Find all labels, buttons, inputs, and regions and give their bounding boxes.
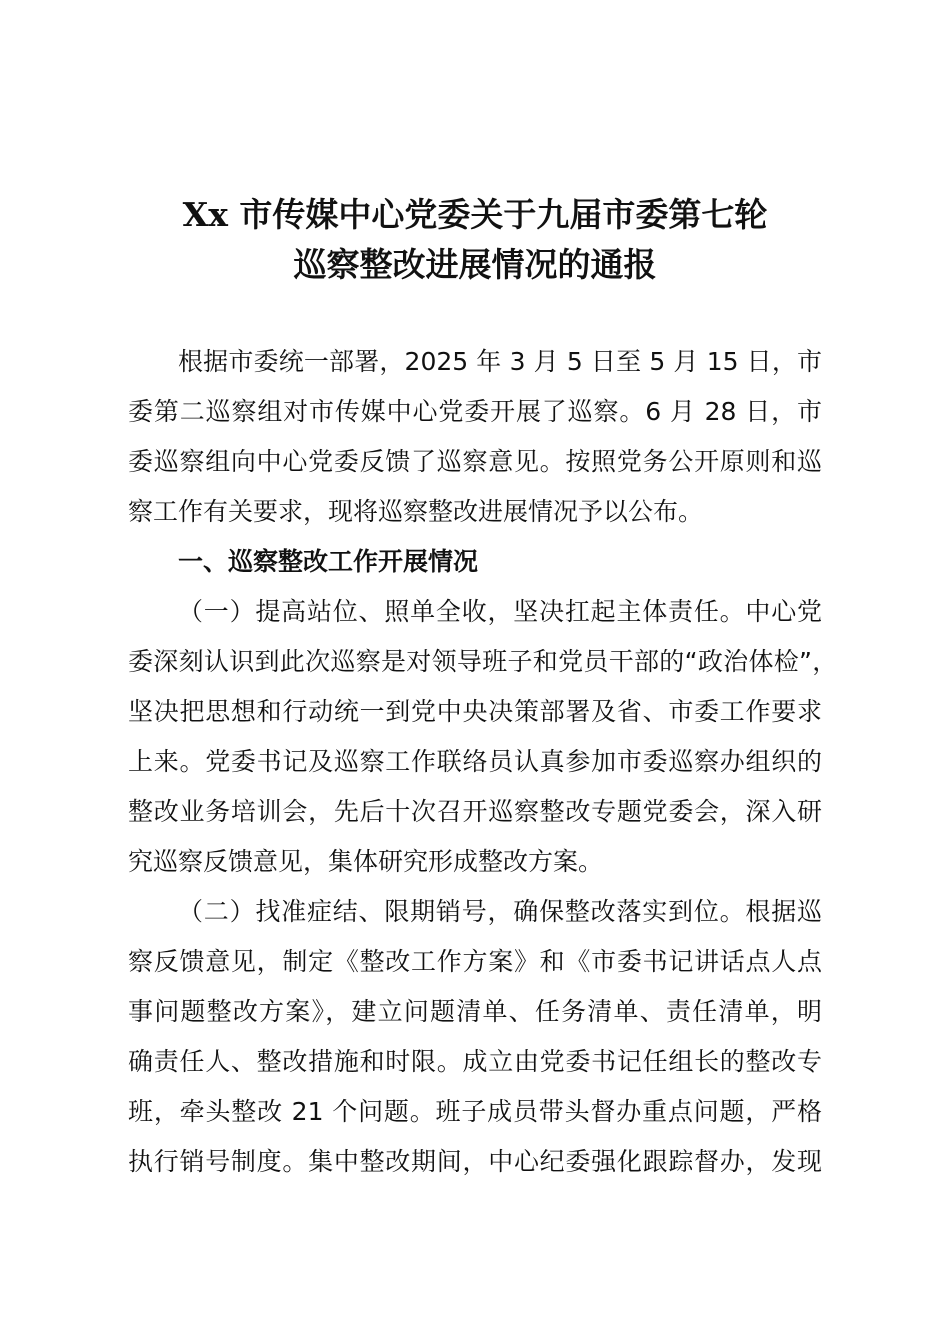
paragraph-2-line: 究巡察反馈意见，集体研究形成整改方案。 xyxy=(128,847,604,876)
document-title-line-2: 巡察整改进展情况的通报 xyxy=(293,245,657,284)
paragraph-3-line: （二）找准症结、限期销号，确保整改落实到位。根据巡 xyxy=(178,897,822,926)
paragraph-2-line: 整改业务培训会，先后十次召开巡察整改专题党委会，深入研 xyxy=(128,797,822,826)
paragraph-3-line: 执行销号制度。集中整改期间，中心纪委强化跟踪督办，发现 xyxy=(128,1147,822,1176)
paragraph-2-line: （一）提高站位、照单全收，坚决扛起主体责任。中心党 xyxy=(178,597,822,626)
paragraph-3-line: 事问题整改方案》，建立问题清单、任务清单、责任清单，明 xyxy=(128,997,822,1026)
section-heading-1: 一、巡察整改工作开展情况 xyxy=(178,547,479,576)
paragraph-2-line: 委深刻认识到此次巡察是对领导班子和党员干部的“政治体检”， xyxy=(128,647,838,676)
paragraph-1-line: 委第二巡察组对市传媒中心党委开展了巡察。6 月 28 日，市 xyxy=(128,397,822,426)
paragraph-2-line: 坚决把思想和行动统一到党中央决策部署及省、市委工作要求 xyxy=(128,697,822,726)
document-title-line-1: Xx 市传媒中心党委关于九届市委第七轮 xyxy=(182,195,768,234)
paragraph-3-line: 班，牵头整改 21 个问题。班子成员带头督办重点问题，严格 xyxy=(128,1097,822,1126)
paragraph-3-line: 察反馈意见，制定《整改工作方案》和《市委书记讲话点人点 xyxy=(128,947,822,976)
paragraph-1-line: 委巡察组向中心党委反馈了巡察意见。按照党务公开原则和巡 xyxy=(128,447,822,476)
paragraph-2-line: 上来。党委书记及巡察工作联络员认真参加市委巡察办组织的 xyxy=(128,747,822,776)
paragraph-3-line: 确责任人、整改措施和时限。成立由党委书记任组长的整改专 xyxy=(128,1047,822,1076)
paragraph-1-line: 察工作有关要求，现将巡察整改进展情况予以公布。 xyxy=(128,497,704,526)
paragraph-1-line: 根据市委统一部署，2025 年 3 月 5 日至 5 月 15 日，市 xyxy=(178,347,822,376)
